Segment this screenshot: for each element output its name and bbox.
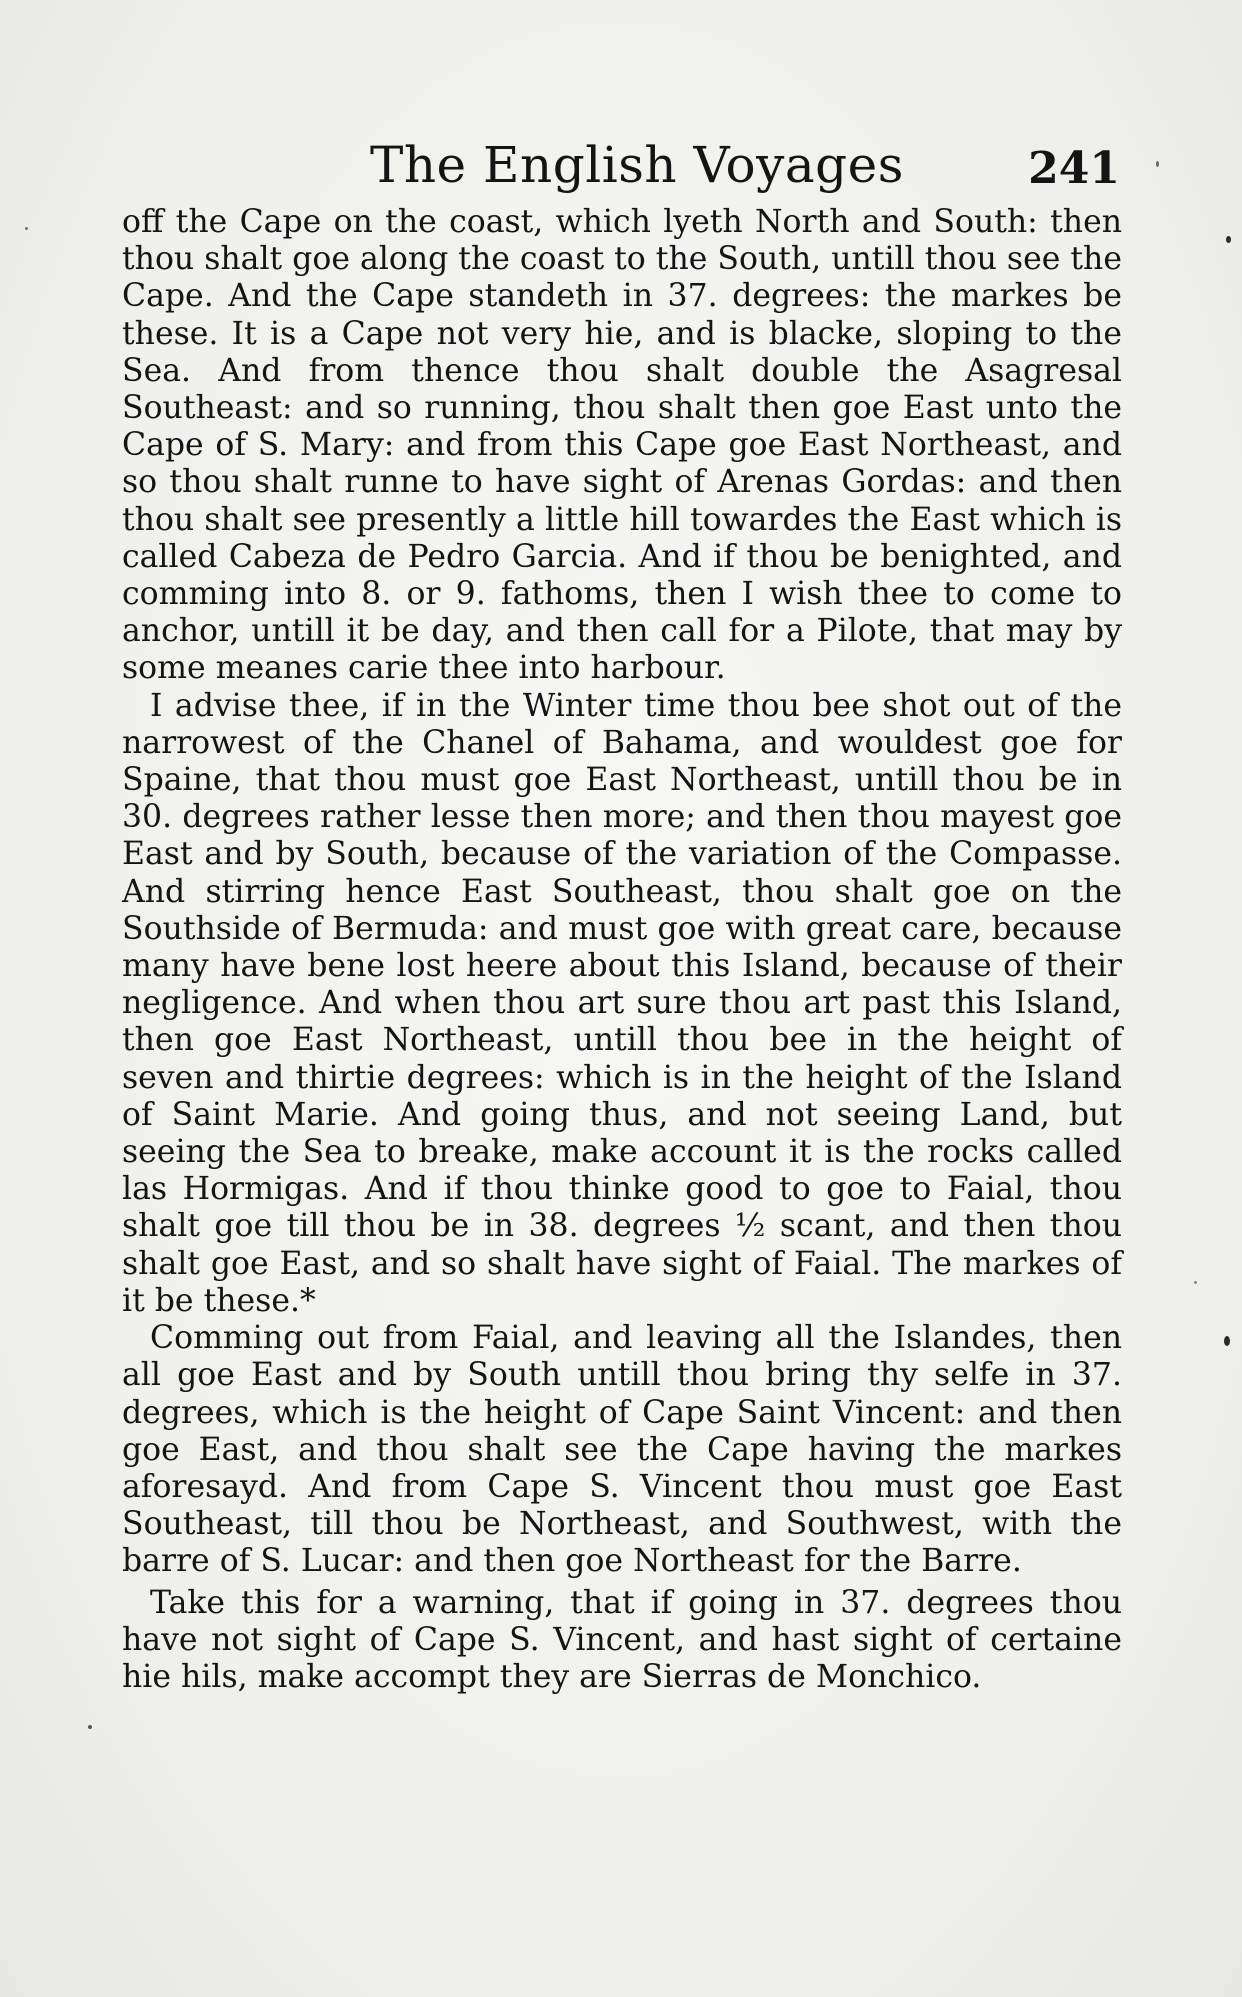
scan-speck [25,227,28,230]
paragraph: off the Cape on the coast, which lyeth North and South: then thou shalt goe along the coast to the South, untill thou see the Cape. And the Cape standeth in 37. degrees: the markes be these. It is a Cape not very hie, and is blacke, sloping to the Sea. And from thence thou shalt double the Asagresal Southeast: and so running, thou shalt then goe East unto the Cape of S. Mary: and from this Cape goe East Northeast, and so thou shalt runne to have sight of Arenas Gordas: and then thou shalt see presently a little hill towardes the East which is called Cabeza de Pedro Garcia. And if thou be benighted, and comming into 8. or 9. fathoms, then I wish thee to come to anchor, untill it be day, and then call for a Pilote, that may by some meanes carie thee into harbour. [122,204,1122,687]
scan-speck [88,1725,92,1729]
scan-speck [1194,1281,1197,1284]
running-header [120,130,1120,200]
paragraph: Take this for a warning, that if going in 37. degrees thou have not sight of Cape S. Vincent, and hast sight of certaine hie hils, make accompt they are Sierras de Monchico. [122,1584,1122,1695]
page-number: 241 [1028,143,1120,194]
scan-speck [1226,236,1231,243]
body-text [122,204,1122,1696]
scan-speck [1156,161,1159,167]
paragraph: I advise thee, if in the Winter time thou bee shot out of the narrowest of the Chanel of Bahama, and wouldest goe for Spaine, that thou must goe East Northeast, untill thou be in 30. degrees rather lesse then more; and then thou mayest goe East and by South, because of the variation of the Compasse. And stirring hence East Southeast, thou shalt goe on the Southside of Bermuda: and must goe with great care, because many have bene lost heere about this Island, because of their negligence. And when thou art sure thou art past this Island, then goe East Northeast, untill thou bee in the height of seven and thirtie degrees: which is in the height of the Island of Saint Marie. And going thus, and not seeing Land, but seeing the Sea to breake, make account it is the rocks called las Hormigas. And if thou thinke good to goe to Faial, thou shalt goe till thou be in 38. degrees ½ scant, and then thou shalt goe East, and so shalt have sight of Faial. The markes of it be these.* [122,687,1122,1319]
scan-speck [1224,1336,1230,1346]
running-title: The English Voyages [370,136,904,194]
paragraph: Comming out from Faial, and leaving all the Islandes, then all goe East and by South untill thou bring thy selfe in 37. degrees, which is the height of Cape Saint Vincent: and then goe East, and thou shalt see the Cape having the markes aforesayd. And from Cape S. Vincent thou must goe East Southeast, till thou be Northeast, and Southwest, with the barre of S. Lucar: and then goe Northeast for the Barre. [122,1320,1122,1580]
